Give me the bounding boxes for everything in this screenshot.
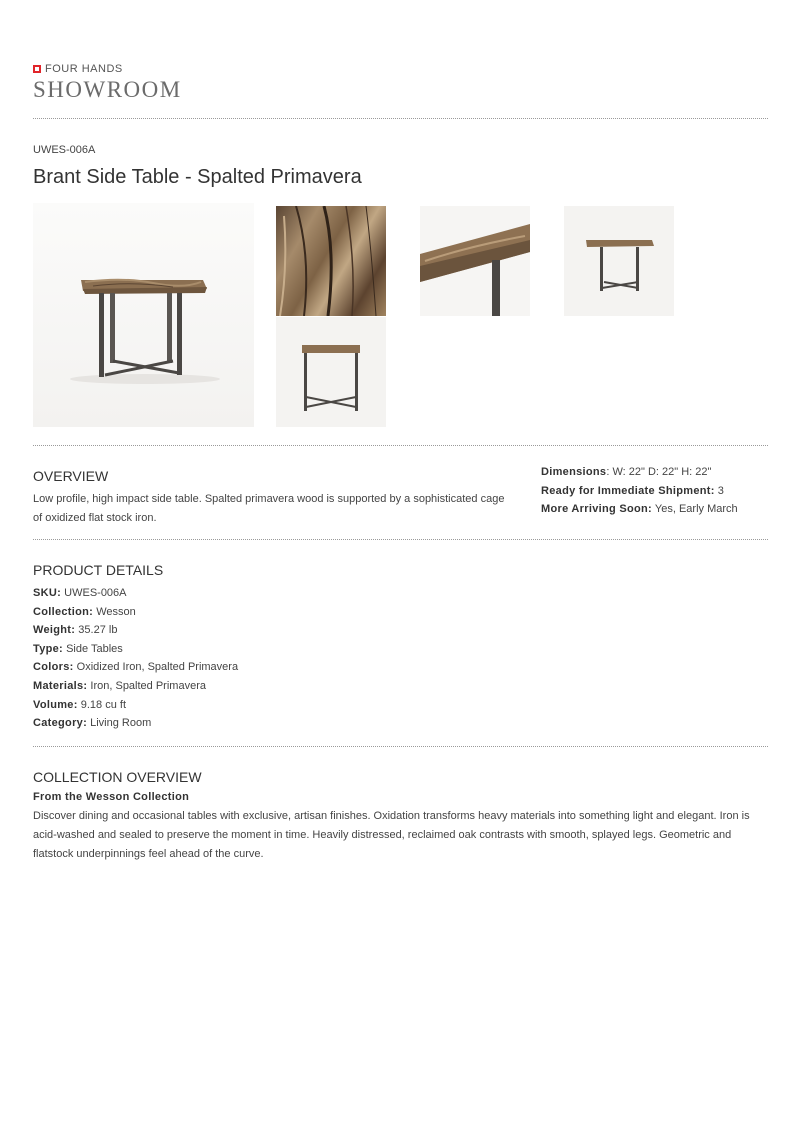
overview-heading: OVERVIEW	[33, 468, 109, 484]
detail-row-weight	[33, 621, 238, 640]
arriving-value: Yes, Early March	[652, 503, 738, 515]
brand-square-icon	[33, 65, 41, 73]
detail-value: UWES-006A	[61, 587, 127, 599]
divider	[33, 539, 768, 540]
detail-value: 9.18 cu ft	[77, 698, 126, 711]
product-details-list	[33, 584, 238, 733]
detail-row-type	[33, 640, 238, 659]
tabletop-corner-thumbnail	[420, 206, 530, 316]
arriving-label: More Arriving Soon:	[541, 503, 653, 515]
divider	[33, 445, 768, 446]
detail-label: Type:	[33, 642, 64, 655]
detail-value: Oxidized Iron, Spalted Primavera	[73, 661, 239, 674]
arriving-row	[541, 500, 738, 519]
detail-label: SKU:	[33, 587, 62, 599]
detail-label: Volume:	[33, 698, 78, 711]
detail-label: Colors:	[33, 661, 74, 674]
overview-text: Low profile, high impact side table. Spalted primavera wood is supported by a sophisticated cage of oxidized flat stock iron.	[33, 493, 505, 524]
detail-value: Wesson	[93, 605, 136, 618]
detail-value: Living Room	[87, 717, 152, 730]
product-sku: UWES-006A	[33, 144, 96, 156]
brand-logo	[33, 62, 768, 76]
ready-row	[541, 482, 738, 501]
detail-label: Collection:	[33, 605, 94, 618]
shipping-specs	[541, 463, 738, 519]
divider	[33, 118, 768, 119]
wood-grain-thumbnail	[276, 206, 386, 316]
side-table-front-thumbnail	[276, 317, 386, 427]
product-details-heading: PRODUCT DETAILS	[33, 562, 164, 578]
collection-overview-heading: COLLECTION OVERVIEW	[33, 769, 202, 785]
detail-label: Weight:	[33, 624, 76, 637]
detail-row-category	[33, 714, 238, 733]
detail-value: 35.27 lb	[75, 624, 118, 637]
detail-value: Side Tables	[63, 642, 123, 655]
dimensions-value: : W: 22" D: 22" H: 22"	[606, 466, 712, 478]
collection-overview-text: Discover dining and occasional tables with exclusive, artisan finishes. Oxidation transforms heavy materials into something light and elegant. Iron is acid-washed and sealed to preserve the moment in time. Heavily distressed, reclaimed oak contrasts with smooth, splayed legs. Geometric and flatstock underpinnings feel ahead of the curve.	[33, 810, 750, 860]
ready-label: Ready for Immediate Shipment:	[541, 484, 715, 497]
detail-row-colors	[33, 658, 238, 677]
detail-row-volume	[33, 696, 238, 715]
product-title: Brant Side Table - Spalted Primavera	[33, 166, 362, 188]
detail-label: Materials:	[33, 679, 88, 692]
product-main-image	[33, 203, 254, 427]
detail-value: Iron, Spalted Primavera	[87, 679, 206, 692]
showroom-wordmark: SHOWROOM	[33, 77, 182, 102]
dimensions-row	[541, 463, 738, 482]
ready-value: 3	[714, 484, 724, 497]
divider	[33, 746, 768, 747]
detail-label: Category:	[33, 717, 88, 730]
detail-row-sku	[33, 584, 238, 603]
brand-name: FOUR HANDS	[45, 63, 123, 75]
dimensions-label: Dimensions	[541, 466, 607, 478]
detail-row-materials	[33, 677, 238, 696]
detail-row-collection	[33, 603, 238, 622]
collection-subheading: From the Wesson Collection	[33, 791, 190, 803]
spec-sheet-page	[33, 62, 768, 860]
side-table-small-thumbnail	[564, 206, 674, 316]
